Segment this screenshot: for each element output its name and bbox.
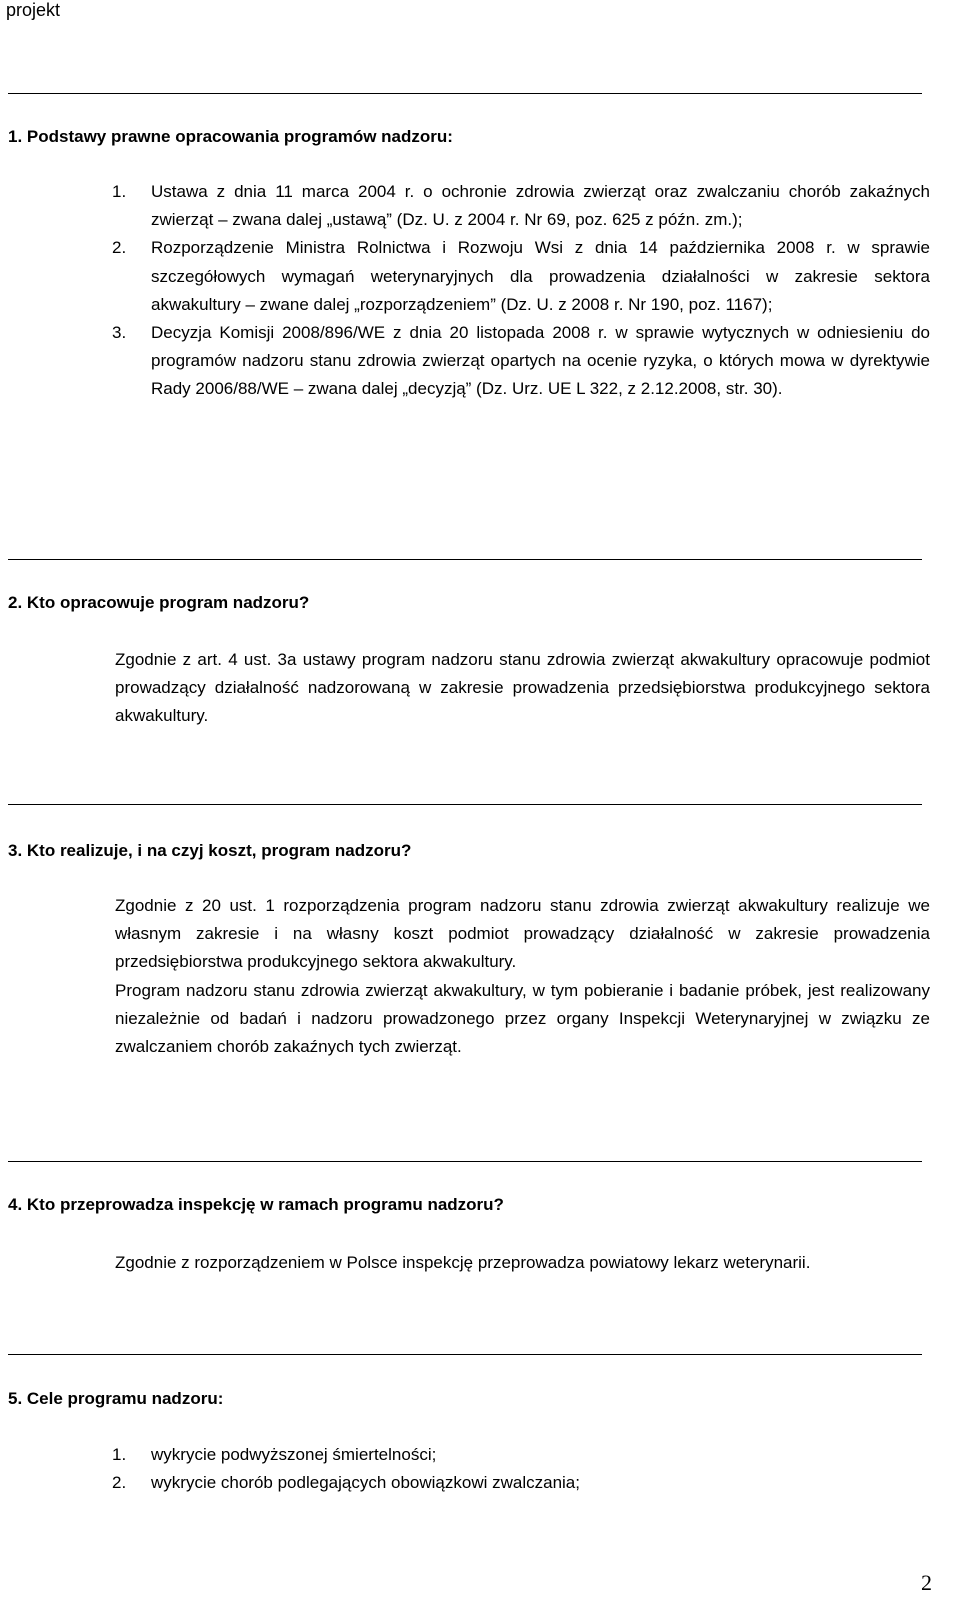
- separator-rule: [8, 93, 922, 94]
- list-item-number: 1.: [112, 1445, 127, 1464]
- list-item-text: Decyzja Komisji 2008/896/WE z dnia 20 listopada 2008 r. w sprawie wytycznych w odniesieniu do programów nadzoru stanu zdrowia zwierząt opartych na ocenie ryzyka, o których mowa w dyrektywie Rady 2006/88/WE – zwana dalej „decyzją” (Dz. Urz. UE L 322, z 2.12.2008, str. 30).: [151, 323, 930, 399]
- list-item-number: 1.: [112, 182, 127, 201]
- list-item-text: wykrycie chorób podlegających obowiązkowi zwalczania;: [151, 1473, 580, 1493]
- list-item-number: 2.: [112, 1473, 127, 1493]
- list-item: [112, 319, 930, 404]
- goals-list: [112, 1441, 930, 1497]
- separator-rule: [8, 559, 922, 560]
- list-item-number: 2.: [112, 238, 127, 258]
- list-item-text: wykrycie podwyższonej śmiertelności;: [151, 1445, 437, 1464]
- paragraph: Zgodnie z 20 ust. 1 rozporządzenia program nadzoru stanu zdrowia zwierząt akwakultury realizuje we własnym zakresie i na własny koszt podmiot prowadzący działalność w zakresie prowadzenia przedsiębiorstwa produkcyjnego sektora akwakultury.: [115, 896, 930, 972]
- section-4-heading: 4. Kto przeprowadza inspekcję w ramach programu nadzoru?: [8, 1195, 504, 1214]
- separator-rule: [8, 1354, 922, 1355]
- paragraph: Program nadzoru stanu zdrowia zwierząt akwakultury, w tym pobieranie i badanie próbek, jest realizowany niezależnie od badań i nadzoru prowadzonego przez organy Inspekcji Weterynaryjnej w związku ze zwalczaniem chorób zakaźnych tych zwierząt.: [115, 980, 930, 1057]
- draft-label: projekt: [6, 0, 61, 20]
- legal-bases-list: [112, 178, 930, 404]
- list-item: [112, 178, 930, 234]
- section-5-heading: 5. Cele programu nadzoru:: [8, 1389, 224, 1408]
- section-1-heading: 1. Podstawy prawne opracowania programów nadzoru:: [8, 127, 453, 146]
- section-3-heading: 3. Kto realizuje, i na czyj koszt, program nadzoru?: [8, 841, 412, 860]
- list-item-number: 3.: [112, 323, 127, 343]
- separator-rule: [8, 804, 922, 805]
- section-4-body: [115, 1249, 930, 1277]
- paragraph: Zgodnie z art. 4 ust. 3a ustawy program nadzoru stanu zdrowia zwierząt akwakultury opracowuje podmiot prowadzący działalność nadzorowaną w zakresie prowadzenia przedsiębiorstwa produkcyjnego sektora akwakultury.: [115, 650, 930, 726]
- page-number: 2: [921, 1570, 932, 1595]
- section-2-body: [115, 646, 930, 731]
- list-item-text: Ustawa z dnia 11 marca 2004 r. o ochronie zdrowia zwierząt oraz zwalczaniu chorób zakaźnych zwierząt – zwana dalej „ustawą” (Dz. U. z 2004 r. Nr 69, poz. 625 z późn. zm.);: [151, 182, 930, 230]
- list-item: [112, 234, 930, 319]
- paragraph: Zgodnie z rozporządzeniem w Polsce inspekcję przeprowadza powiatowy lekarz weterynarii.: [115, 1253, 811, 1272]
- list-item: [112, 1441, 930, 1469]
- separator-rule: [8, 1161, 922, 1162]
- list-item: [112, 1469, 930, 1497]
- section-3-body: [115, 892, 930, 1061]
- section-2-heading: 2. Kto opracowuje program nadzoru?: [8, 593, 310, 612]
- list-item-text: Rozporządzenie Ministra Rolnictwa i Rozwoju Wsi z dnia 14 października 2008 r. w sprawie szczegółowych wymagań weterynaryjnych dla prowadzenia działalności w zakresie sektora akwakultury – zwane dalej „rozporządzeniem” (Dz. U. z 2008 r. Nr 190, poz. 1167);: [151, 238, 930, 314]
